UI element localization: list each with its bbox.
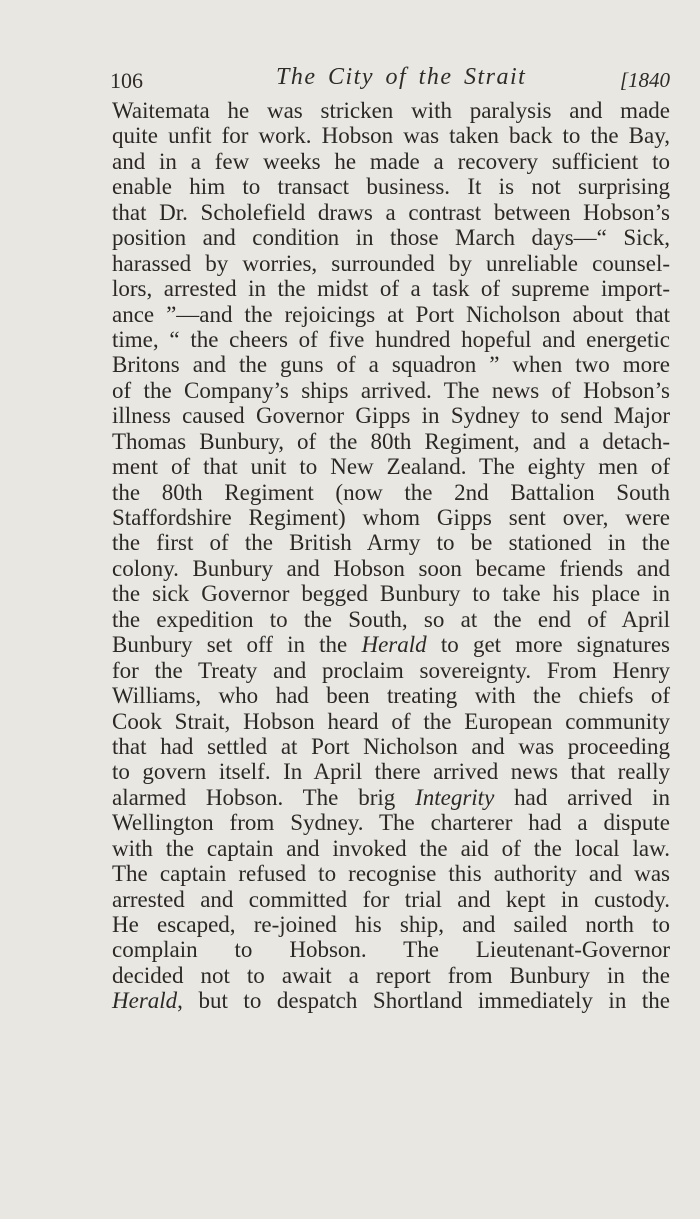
text-line: illness caused Governor Gipps in Sydney to send Major (112, 403, 670, 429)
text-run: Bunbury set off in the (112, 632, 362, 658)
text-line: for the Treaty and proclaim sovereignty. From Henry (112, 657, 670, 683)
text-line: quite unfit for work. Hobson was taken back to the Bay, (112, 123, 670, 149)
text-line: Britons and the guns of a squadron ” when two more (112, 352, 670, 378)
text-line: of the Company’s ships arrived. The news of Hobson’s (112, 377, 670, 403)
text-line: lors, arrested in the midst of a task of supreme import- (112, 276, 670, 302)
text-line: Cook Strait, Hobson heard of the European community (112, 708, 670, 734)
text-line: The captain refused to recognise this authority and was (112, 861, 670, 887)
text-line: ance ”—and the rejoicings at Port Nicholson about that (112, 301, 670, 327)
text-line: time, “ the cheers of five hundred hopeful and energetic (112, 326, 670, 352)
text-line: ment of that unit to New Zealand. The eighty men of (112, 454, 670, 480)
text-line: the expedition to the South, so at the end of April (112, 606, 670, 632)
text-line: harassed by worries, surrounded by unreliable counsel- (112, 250, 670, 276)
running-year: [1840 (619, 68, 670, 92)
text-line: that had settled at Port Nicholson and was proceeding (112, 733, 670, 759)
text-line: that Dr. Scholefield draws a contrast between Hobson’s (112, 199, 670, 225)
running-head (110, 64, 670, 96)
text-line: He escaped, re-joined his ship, and sailed north to (112, 912, 670, 937)
text-line: Staffordshire Regiment) whom Gipps sent over, were (112, 505, 670, 530)
text-line: arrested and committed for trial and kept in custody. (112, 886, 670, 912)
text-line: complain to Hobson. The Lieutenant-Governor (112, 937, 670, 963)
text-line (112, 785, 670, 810)
text-line: with the captain and invoked the aid of the local law. (112, 835, 670, 861)
text-line: the first of the British Army to be stationed in the (112, 530, 670, 556)
text-run: had arrived in (494, 784, 670, 810)
text-line: Waitemata he was stricken with paralysis and made (112, 98, 670, 123)
text-line (112, 988, 670, 1013)
text-line: colony. Bunbury and Hobson soon became friends and (112, 555, 670, 581)
text-line: the 80th Regiment (now the 2nd Battalion South (112, 479, 670, 505)
text-line: and in a few weeks he made a recovery sufficient to (112, 148, 670, 174)
text-line (112, 632, 670, 657)
italic-ship-name: Integrity (415, 784, 495, 810)
text-line: the sick Governor begged Bunbury to take his place in (112, 581, 670, 607)
text-line: Thomas Bunbury, of the 80th Regiment, and a detach- (112, 428, 670, 454)
text-line: decided not to await a report from Bunbury in the (112, 962, 670, 988)
italic-ship-name: Herald (361, 632, 427, 658)
page-number: 106 (110, 68, 143, 93)
running-title: The City of the Strait (276, 64, 527, 90)
body-text (112, 98, 670, 1014)
text-line: Williams, who had been treating with the chiefs of (112, 683, 670, 709)
text-line: position and condition in those March days—“ Sick, (112, 225, 670, 251)
text-run: , but to despatch Shortland immediately in the (177, 988, 670, 1014)
text-run: to get more signatures (426, 632, 670, 658)
text-line: enable him to transact business. It is not surprising (112, 174, 670, 200)
italic-ship-name: Herald (112, 988, 178, 1014)
text-run: alarmed Hobson. The brig (112, 784, 416, 810)
text-line: to govern itself. In April there arrived news that really (112, 759, 670, 785)
text-line: Wellington from Sydney. The charterer had a dispute (112, 810, 670, 836)
